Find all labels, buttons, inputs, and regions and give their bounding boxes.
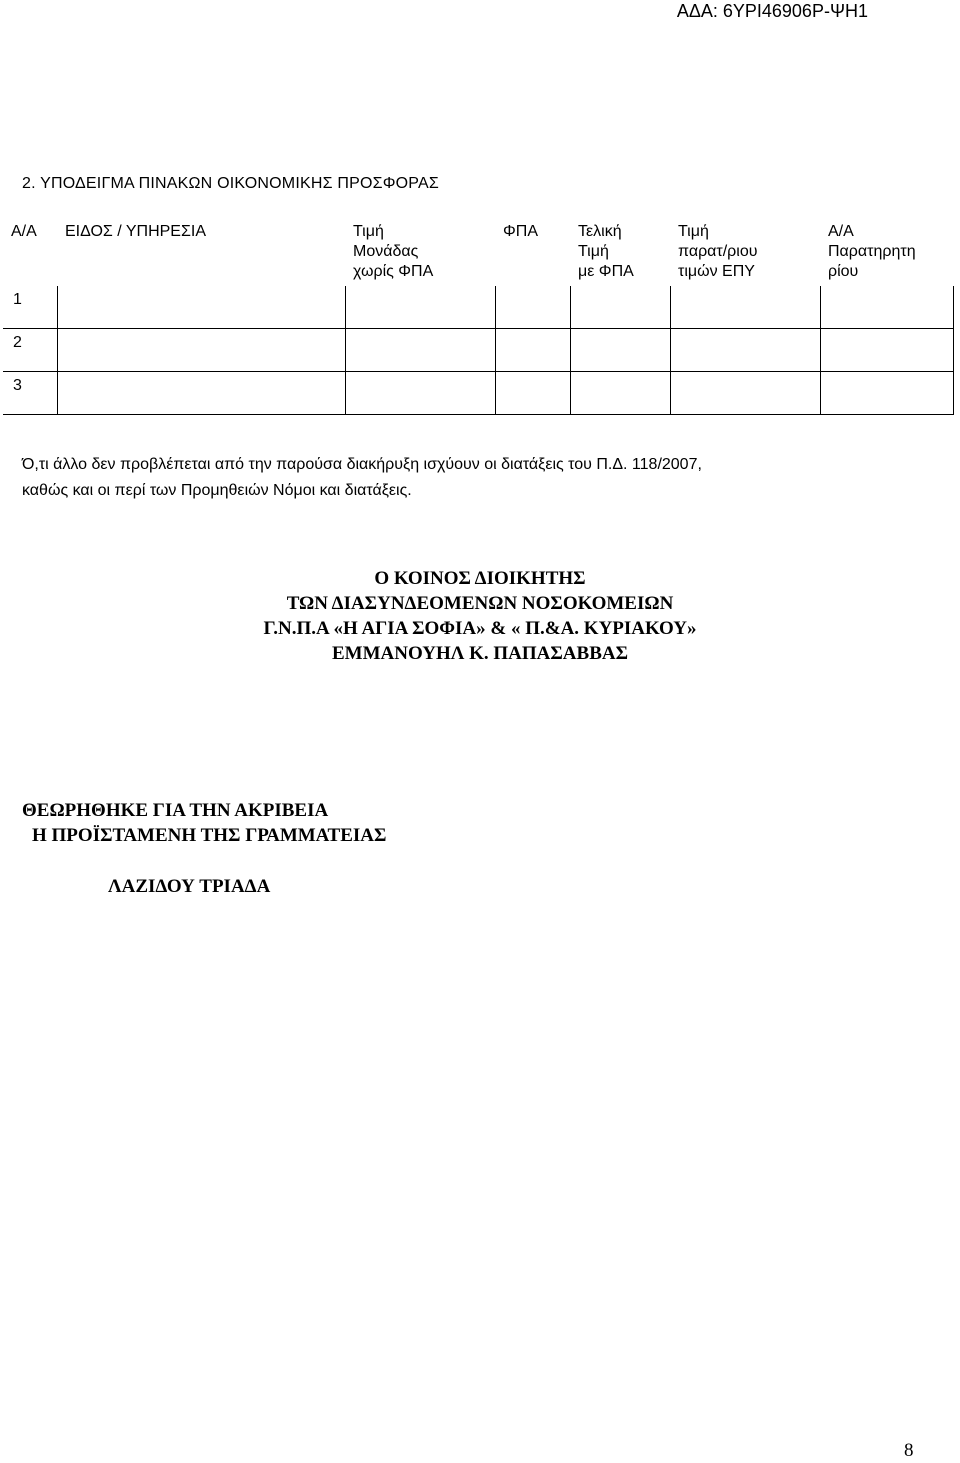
header-item: ΕΙΔΟΣ / ΥΠΗΡΕΣΙΑ [65,223,206,240]
cell-unit-price [345,372,495,415]
row-number: 2 [3,329,57,372]
cell-observatory [820,286,953,329]
ada-code: ΑΔΑ: 6ΥΡΙ46906Ρ-ΨΗ1 [676,1,868,21]
table-row [3,286,953,329]
header-unit-price: Τιμή Μονάδας χωρίς ΦΠΑ [353,223,434,280]
signer-block [0,566,960,666]
cell-ref-price [670,372,820,415]
cell-ref-price [670,286,820,329]
table-row [3,372,953,415]
verification-role: Η ΠΡΟΪΣΤΑΜΕΝΗ ΤΗΣ ΓΡΑΜΜΑΤΕΙΑΣ [32,825,387,846]
header-vat: ΦΠΑ [503,223,538,240]
cell-vat [495,372,570,415]
cell-item [57,286,345,329]
legal-note [22,452,942,504]
signer-hospitals: Γ.Ν.Π.Α «Η ΑΓΙΑ ΣΟΦΙΑ» & « Π.&Α. ΚΥΡΙΑΚΟΥ» [263,618,697,639]
cell-item [57,372,345,415]
cell-item [57,329,345,372]
cell-unit-price [345,329,495,372]
signer-name: ΕΜΜΑΝΟΥΗΛ Κ. ΠΑΠΑΣΑΒΒΑΣ [331,643,629,664]
cell-final-price [570,286,670,329]
cell-vat [495,286,570,329]
section-title: 2. ΥΠΟΔΕΙΓΜΑ ΠΙΝΑΚΩΝ ΟΙΚΟΝΟΜΙΚΗΣ ΠΡΟΣΦΟΡΑΣ [22,175,439,192]
cell-vat [495,329,570,372]
cell-observatory [820,372,953,415]
header-final-price: Τελική Τιμή με ΦΠΑ [578,223,634,280]
header-observatory: Α/Α Παρατηρητη ρίου [828,223,916,280]
offer-table [3,218,954,415]
legal-note-line-2: καθώς και οι περί των Προμηθειών Νόμοι και διατάξεις. [22,482,412,499]
row-number: 3 [3,372,57,415]
cell-final-price [570,372,670,415]
row-number: 1 [3,286,57,329]
legal-note-line-1: Ό,τι άλλο δεν προβλέπεται από την παρούσα διακήρυξη ισχύουν οι διατάξεις του Π.Δ. 118/2007, [22,456,702,473]
cell-unit-price [345,286,495,329]
table-header-row [3,218,953,286]
signer-title: Ο ΚΟΙΝΟΣ ΔΙΟΙΚΗΤΗΣ [374,568,586,589]
header-aa: Α/Α [11,223,37,240]
signer-org: ΤΩΝ ΔΙΑΣΥΝΔΕΟΜΕΝΩΝ ΝΟΣΟΚΟΜΕΙΩΝ [286,593,674,614]
header-ref-price: Τιμή παρατ/ριου τιμών ΕΠΥ [678,223,758,280]
cell-observatory [820,329,953,372]
cell-final-price [570,329,670,372]
verification-heading: ΘΕΩΡΗΘΗΚΕ ΓΙΑ ΤΗΝ ΑΚΡΙΒΕΙΑ [22,800,329,821]
cell-ref-price [670,329,820,372]
table-row [3,329,953,372]
verification-name: ΛΑΖΙΔΟΥ ΤΡΙΑΔΑ [108,876,271,897]
verification-block [22,798,386,899]
page-number: 8 [904,1440,914,1461]
